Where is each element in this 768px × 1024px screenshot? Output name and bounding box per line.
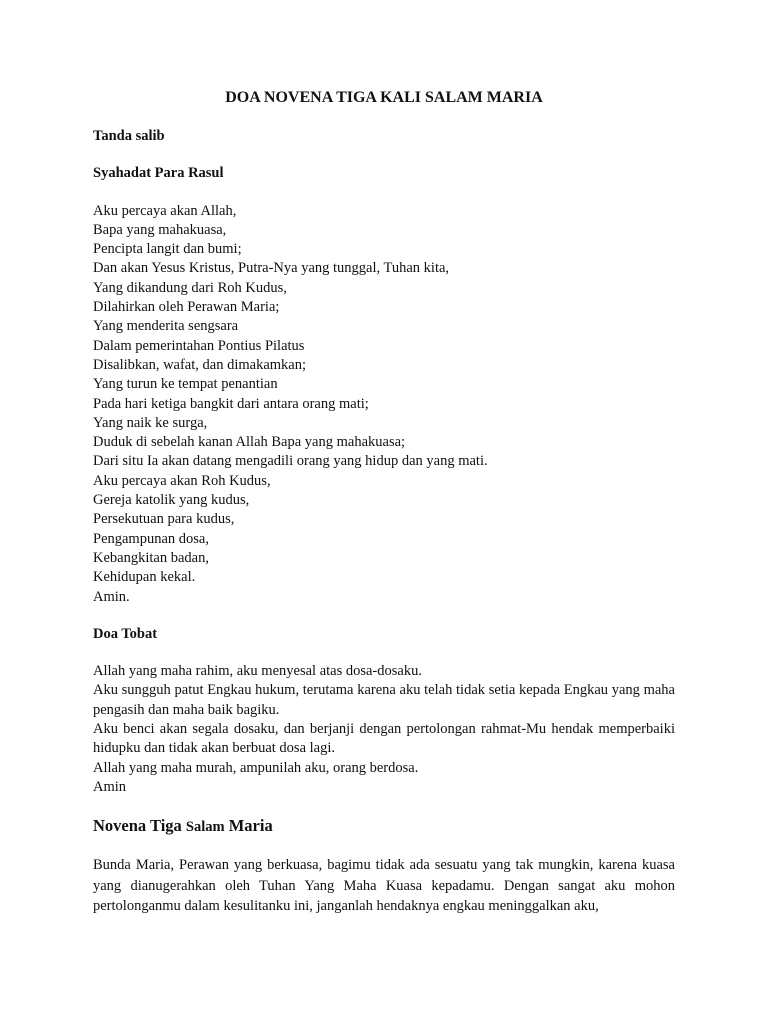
syahadat-line: Pada hari ketiga bangkit dari antara orang mati; <box>93 395 369 412</box>
doa-tobat-line: Amin <box>93 778 127 795</box>
syahadat-line: Yang menderita sengsara <box>93 318 239 335</box>
heading-novena <box>93 815 675 838</box>
syahadat-line: Aku percaya akan Roh Kudus, <box>93 472 271 489</box>
syahadat-text <box>93 202 675 607</box>
syahadat-line: Aku percaya akan Allah, <box>93 202 237 219</box>
syahadat-line: Duduk di sebelah kanan Allah Bapa yang mahakuasa; <box>93 434 406 451</box>
heading-doa-tobat: Doa Tobat <box>93 625 158 642</box>
syahadat-line: Persekutuan para kudus, <box>93 511 235 528</box>
syahadat-line: Bapa yang mahakuasa, <box>93 221 227 238</box>
syahadat-line: Dan akan Yesus Kristus, Putra-Nya yang tunggal, Tuhan kita, <box>93 260 450 277</box>
doa-tobat-line: Aku benci akan segala dosaku, dan berjanji dengan pertolongan rahmat-Mu hendak memperbaiki hidupku dan tidak akan berbuat dosa lagi. <box>93 721 675 757</box>
syahadat-line: Kehidupan kekal. <box>93 569 196 586</box>
syahadat-line: Dilahirkan oleh Perawan Maria; <box>93 299 280 316</box>
syahadat-line: Pengampunan dosa, <box>93 530 209 547</box>
syahadat-line: Disalibkan, wafat, dan dimakamkan; <box>93 356 307 373</box>
syahadat-line: Amin. <box>93 588 130 605</box>
doa-tobat-line: Allah yang maha rahim, aku menyesal atas dosa-dosaku. <box>93 663 422 680</box>
syahadat-line: Yang naik ke surga, <box>93 414 208 431</box>
heading-novena-part: Maria <box>224 816 273 836</box>
doa-tobat-text <box>93 662 675 797</box>
syahadat-line: Yang dikandung dari Roh Kudus, <box>93 279 287 296</box>
syahadat-line: Dalam pemerintahan Pontius Pilatus <box>93 337 305 354</box>
document-title: DOA NOVENA TIGA KALI SALAM MARIA <box>225 89 543 106</box>
doa-tobat-line: Aku sungguh patut Engkau hukum, terutama karena aku telah tidak setia kepada Engkau yang maha pengasih dan maha baik bagiku. <box>93 682 675 718</box>
heading-syahadat: Syahadat Para Rasul <box>93 165 224 182</box>
heading-novena-part: Salam <box>185 819 225 836</box>
heading-novena-part: Novena Tiga <box>93 816 186 836</box>
doa-tobat-line: Allah yang maha murah, ampunilah aku, orang berdosa. <box>93 759 419 776</box>
document-content <box>93 88 675 917</box>
novena-paragraph: Bunda Maria, Perawan yang berkuasa, bagimu tidak ada sesuatu yang tak mungkin, karena kuasa yang dianugerahkan oleh Tuhan Yang Maha Kuasa kepadamu. Dengan sangat aku mohon pertolonganmu dalam kesulitanku ini, janganlah hendaknya engkau meninggalkan aku, <box>93 857 675 915</box>
syahadat-line: Kebangkitan badan, <box>93 549 209 566</box>
syahadat-line: Pencipta langit dan bumi; <box>93 241 242 258</box>
heading-tanda-salib: Tanda salib <box>93 128 165 144</box>
syahadat-line: Dari situ Ia akan datang mengadili orang yang hidup dan yang mati. <box>93 453 488 470</box>
syahadat-line: Yang turun ke tempat penantian <box>93 376 278 393</box>
syahadat-line: Gereja katolik yang kudus, <box>93 492 250 509</box>
